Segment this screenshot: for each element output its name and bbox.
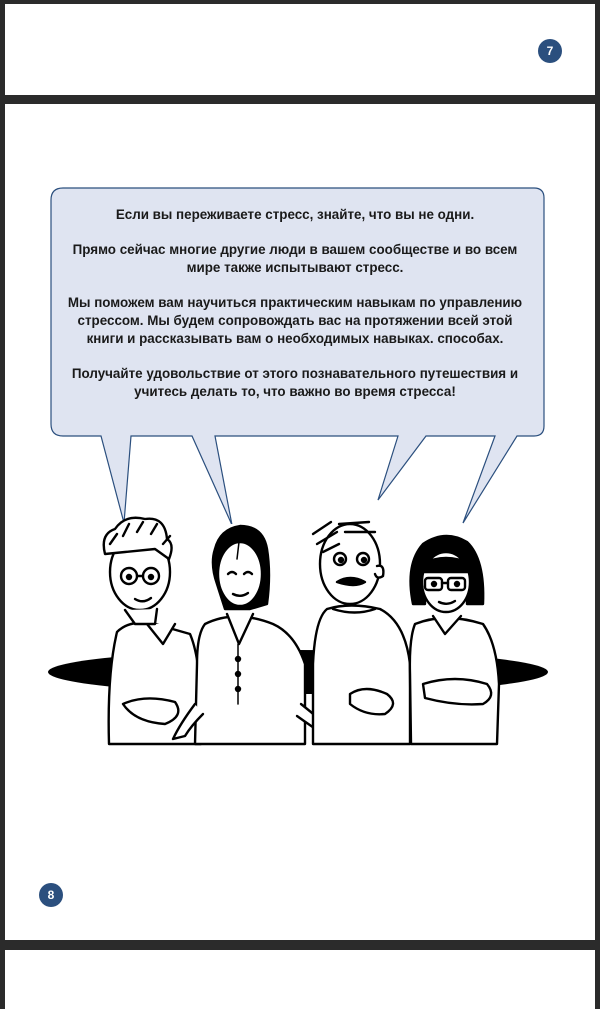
bubble-paragraph-4: Получайте удовольствие от этого познавательного путешествия и учитесь делать то, что важно во время стресса! xyxy=(71,366,519,399)
person-man-with-glasses xyxy=(104,518,202,744)
next-page xyxy=(5,950,595,1009)
person-woman-long-hair xyxy=(173,526,333,744)
current-page xyxy=(5,104,595,940)
page-number-badge: 8 xyxy=(39,883,63,907)
person-woman-bob-glasses xyxy=(410,536,499,744)
previous-page xyxy=(5,4,595,95)
bubble-text xyxy=(61,206,529,401)
person-older-man-mustache xyxy=(313,522,410,744)
page-number-badge: 7 xyxy=(538,39,562,63)
group-illustration xyxy=(5,499,595,759)
bubble-paragraph-2: Прямо сейчас многие другие люди в вашем сообществе и во всем мире также испытывают стресс. xyxy=(72,242,518,275)
bubble-paragraph-3: Мы поможем вам научиться практическим навыкам по управлению стрессом. Мы будем сопровождать вас на протяжении всей этой книги и рассказывать вам о необходимых навыках. способах. xyxy=(67,295,523,346)
bubble-paragraph-1: Если вы переживаете стресс, знайте, что вы не одни. xyxy=(115,207,475,222)
